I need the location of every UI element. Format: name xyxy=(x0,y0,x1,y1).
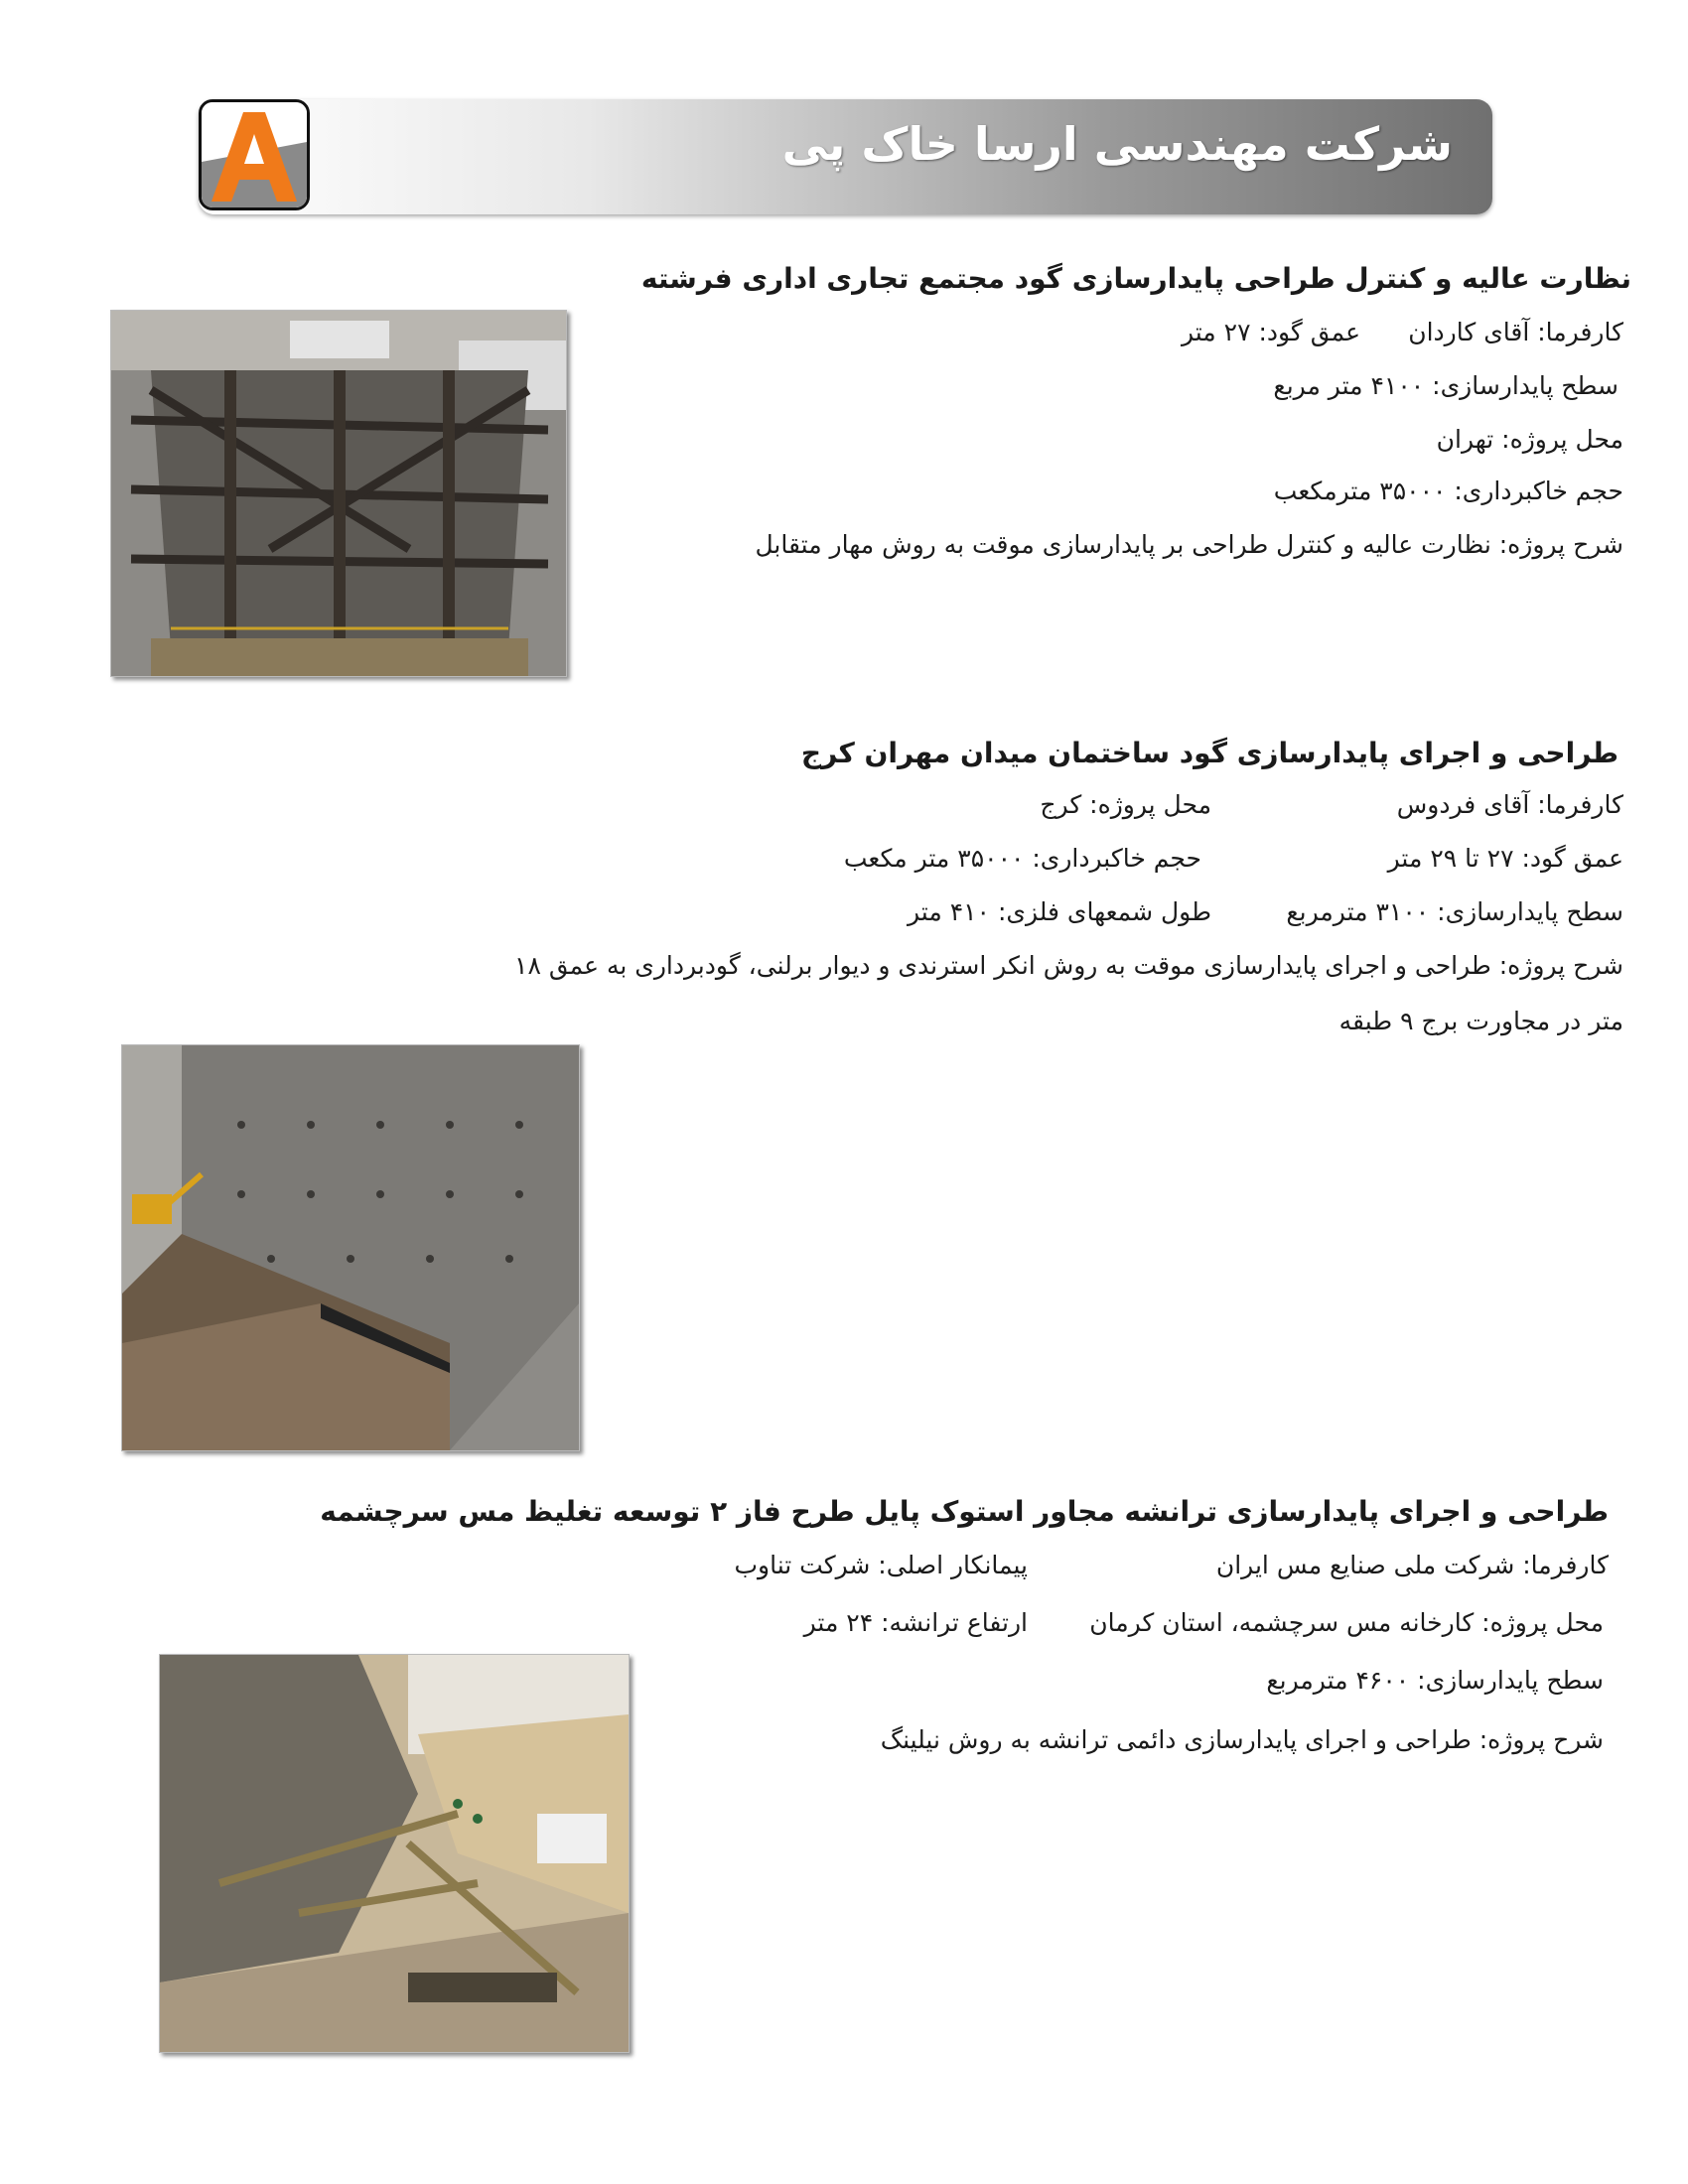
company-name: شرکت مهندسی ارسا خاک پی xyxy=(781,117,1453,171)
excavation-struts-photo xyxy=(110,310,567,677)
arsa-logo-icon xyxy=(199,99,310,210)
header-banner xyxy=(199,99,1492,214)
project-1-title: نظارت عالیه و کنترل طراحی پایدارسازی گود مجتمع تجاری اداری فرشته xyxy=(640,262,1631,295)
anchored-wall-photo xyxy=(121,1044,580,1451)
project-3-area: سطح پایدارسازی: ۴۶۰۰ مترمربع xyxy=(1266,1666,1604,1695)
project-2-area: سطح پایدارسازی: ۳۱۰۰ مترمربع xyxy=(1286,897,1623,926)
project-3-location: محل پروژه: کارخانه مس سرچشمه، استان کرمان xyxy=(1089,1608,1604,1637)
project-2-pile-length: طول شمعهای فلزی: ۴۱۰ متر xyxy=(908,897,1211,926)
project-2-description-1: شرح پروژه: طراحی و اجرای پایدارسازی موقت به روش انکر استرندی و دیوار برلنی، گودبرداری به عمق ۱۸ xyxy=(514,951,1623,980)
project-1-depth: عمق گود: ۲۷ متر xyxy=(1181,318,1360,346)
project-2-location: محل پروژه: کرج xyxy=(1040,790,1211,819)
project-2-description-2: متر در مجاورت برج ۹ طبقه xyxy=(1338,1007,1623,1035)
project-1-client: کارفرما: آقای کاردان xyxy=(1408,318,1623,346)
project-2-depth: عمق گود: ۲۷ تا ۲۹ متر xyxy=(1387,844,1623,873)
project-1-description: شرح پروژه: نظارت عالیه و کنترل طراحی بر پایدارسازی موقت به روش مهار متقابل xyxy=(755,530,1623,559)
drilling-rig-photo xyxy=(159,1654,630,2053)
project-2-title: طراحی و اجرای پایدارسازی گود ساختمان میدان مهران کرج xyxy=(800,737,1618,769)
project-1-area: سطح پایدارسازی: ۴۱۰۰ متر مربع xyxy=(1273,371,1618,400)
project-3-contractor: پیمانکار اصلی: شرکت تناوب xyxy=(734,1551,1028,1579)
project-1-volume: حجم خاکبرداری: ۳۵۰۰۰ مترمکعب xyxy=(1273,477,1623,505)
project-2-volume: حجم خاکبرداری: ۳۵۰۰۰ متر مکعب xyxy=(843,844,1201,873)
project-2-client: کارفرما: آقای فردوس xyxy=(1396,790,1623,819)
project-3-client: کارفرما: شرکت ملی صنایع مس ایران xyxy=(1215,1551,1609,1579)
project-3-height: ارتفاع ترانشه: ۲۴ متر xyxy=(803,1608,1028,1637)
project-1-location: محل پروژه: تهران xyxy=(1436,425,1623,454)
project-3-description: شرح پروژه: طراحی و اجرای پایدارسازی دائمی ترانشه به روش نیلینگ xyxy=(880,1725,1604,1754)
project-3-title: طراحی و اجرای پایدارسازی ترانشه مجاور استوک پایل طرح فاز ۲ توسعه تغلیظ مس سرچشمه xyxy=(320,1495,1609,1528)
